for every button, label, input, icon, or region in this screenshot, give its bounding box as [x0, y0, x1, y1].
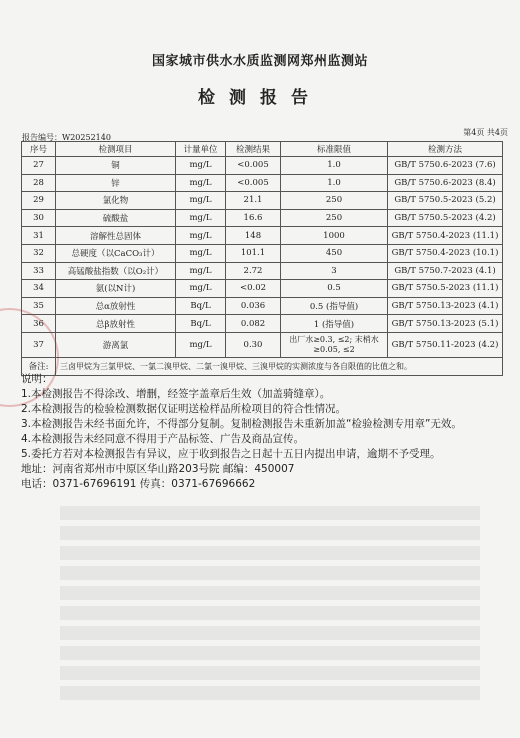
cell-no: 37: [22, 332, 56, 357]
cell-no: 34: [22, 280, 56, 298]
cell-unit: Bq/L: [176, 315, 226, 333]
table-row: [22, 244, 503, 262]
cell-unit: mg/L: [176, 209, 226, 227]
cell-unit: mg/L: [176, 192, 226, 210]
note-text: 三卤甲烷为三氯甲烷、一氯二溴甲烷、二氯一溴甲烷、三溴甲烷的实测浓度与各自限值的比值之和。: [56, 357, 503, 375]
cell-limit: 250: [281, 209, 388, 227]
cell-limit: 1 (指导值): [281, 315, 388, 333]
cell-method: GB/T 5750.6-2023 (7.6): [388, 157, 503, 175]
cell-method: GB/T 5750.5-2023 (11.1): [388, 280, 503, 298]
cell-item: 氯化物: [56, 192, 176, 210]
col-header-result: 检测结果: [226, 142, 281, 157]
col-header-limit: 标准限值: [281, 142, 388, 157]
note-item: 2.本检测报告的检验检测数据仅证明送检样品所检项目的符合性情况。: [21, 403, 347, 415]
cell-unit: mg/L: [176, 280, 226, 298]
results-table: [21, 141, 503, 376]
cell-no: 28: [22, 174, 56, 192]
cell-item: 总α放射性: [56, 297, 176, 315]
cell-unit: mg/L: [176, 332, 226, 357]
cell-result: 0.082: [226, 315, 281, 333]
cell-item: 溶解性总固体: [56, 227, 176, 245]
note-item: 5.委托方若对本检测报告有异议，应于收到报告之日起十五日内提出申请，逾期不予受理。: [21, 448, 441, 460]
report-number: 报告编号：W20252140: [22, 133, 111, 142]
note-item: 3.本检测报告未经书面允许，不得部分复制。复制检测报告未重新加盖“检验检测专用章”无效。: [21, 418, 462, 430]
cell-no: 29: [22, 192, 56, 210]
cell-method: GB/T 5750.4-2023 (11.1): [388, 227, 503, 245]
table-row: [22, 157, 503, 175]
cell-unit: mg/L: [176, 157, 226, 175]
table-row: [22, 332, 503, 357]
cell-limit: 250: [281, 192, 388, 210]
station-title: 国家城市供水水质监测网郑州监测站: [151, 54, 368, 69]
cell-result: 2.72: [226, 262, 281, 280]
table-row: [22, 315, 503, 333]
note-label: 备注:: [22, 357, 56, 375]
cell-unit: mg/L: [176, 227, 226, 245]
cell-no: 27: [22, 157, 56, 175]
cell-item: 锌: [56, 174, 176, 192]
cell-no: 30: [22, 209, 56, 227]
col-header-no: 序号: [22, 142, 56, 157]
cell-result: 148: [226, 227, 281, 245]
cell-method: GB/T 5750.13-2023 (5.1): [388, 315, 503, 333]
cell-item: 高锰酸盐指数（以O₂计）: [56, 262, 176, 280]
address-line: 地址：河南省郑州市中原区华山路203号院 邮编：450007: [21, 463, 295, 475]
note-item: 4.本检测报告未经同意不得用于产品标签、广告及商品宣传。: [21, 433, 305, 445]
cell-no: 31: [22, 227, 56, 245]
table-header-row: [22, 142, 503, 157]
cell-method: GB/T 5750.13-2023 (4.1): [388, 297, 503, 315]
cell-method: GB/T 5750.7-2023 (4.1): [388, 262, 503, 280]
cell-method: GB/T 5750.5-2023 (4.2): [388, 209, 503, 227]
col-header-unit: 计量单位: [176, 142, 226, 157]
cell-limit: 1.0: [281, 174, 388, 192]
col-header-method: 检测方法: [388, 142, 503, 157]
cell-limit: 0.5: [281, 280, 388, 298]
col-header-item: 检测项目: [56, 142, 176, 157]
cell-result: <0.005: [226, 157, 281, 175]
faint-bleedthrough-lines: [60, 500, 480, 720]
phone-line: 电话：0371-67696191 传真：0371-67696662: [21, 478, 256, 490]
table-row: [22, 192, 503, 210]
table-row: [22, 227, 503, 245]
page-indicator: 第4页 共4页: [463, 128, 508, 137]
cell-no: 32: [22, 244, 56, 262]
cell-method: GB/T 5750.4-2023 (10.1): [388, 244, 503, 262]
cell-limit: 出厂水≥0.3, ≤2; 末梢水≥0.05, ≤2: [281, 332, 388, 357]
cell-method: GB/T 5750.5-2023 (5.2): [388, 192, 503, 210]
cell-limit: 3: [281, 262, 388, 280]
cell-limit: 1.0: [281, 157, 388, 175]
table-row: [22, 297, 503, 315]
cell-limit: 1000: [281, 227, 388, 245]
cell-no: 35: [22, 297, 56, 315]
table-row: [22, 280, 503, 298]
cell-item: 总硬度（以CaCO₃计）: [56, 244, 176, 262]
cell-result: 101.1: [226, 244, 281, 262]
cell-item: 铜: [56, 157, 176, 175]
explanation-section: [21, 372, 501, 492]
cell-item: 硫酸盐: [56, 209, 176, 227]
report-title: 检测报告: [198, 88, 322, 108]
cell-result: <0.005: [226, 174, 281, 192]
cell-no: 33: [22, 262, 56, 280]
cell-unit: mg/L: [176, 174, 226, 192]
cell-item: 总β放射性: [56, 315, 176, 333]
cell-method: GB/T 5750.6-2023 (8.4): [388, 174, 503, 192]
cell-method: GB/T 5750.11-2023 (4.2): [388, 332, 503, 357]
cell-result: 16.6: [226, 209, 281, 227]
cell-limit: 0.5 (指导值): [281, 297, 388, 315]
cell-result: 21.1: [226, 192, 281, 210]
cell-item: 氨(以N计): [56, 280, 176, 298]
cell-result: 0.036: [226, 297, 281, 315]
table-row: [22, 262, 503, 280]
cell-result: <0.02: [226, 280, 281, 298]
cell-unit: mg/L: [176, 262, 226, 280]
cell-limit: 450: [281, 244, 388, 262]
table-row: [22, 174, 503, 192]
cell-unit: Bq/L: [176, 297, 226, 315]
notes-heading: 说明：: [21, 373, 53, 385]
cell-result: 0.30: [226, 332, 281, 357]
table-row: [22, 209, 503, 227]
cell-no: 36: [22, 315, 56, 333]
note-item: 1.本检测报告不得涂改、增删，经签字盖章后生效（加盖骑缝章）。: [21, 388, 331, 400]
cell-unit: mg/L: [176, 244, 226, 262]
cell-item: 游离氯: [56, 332, 176, 357]
